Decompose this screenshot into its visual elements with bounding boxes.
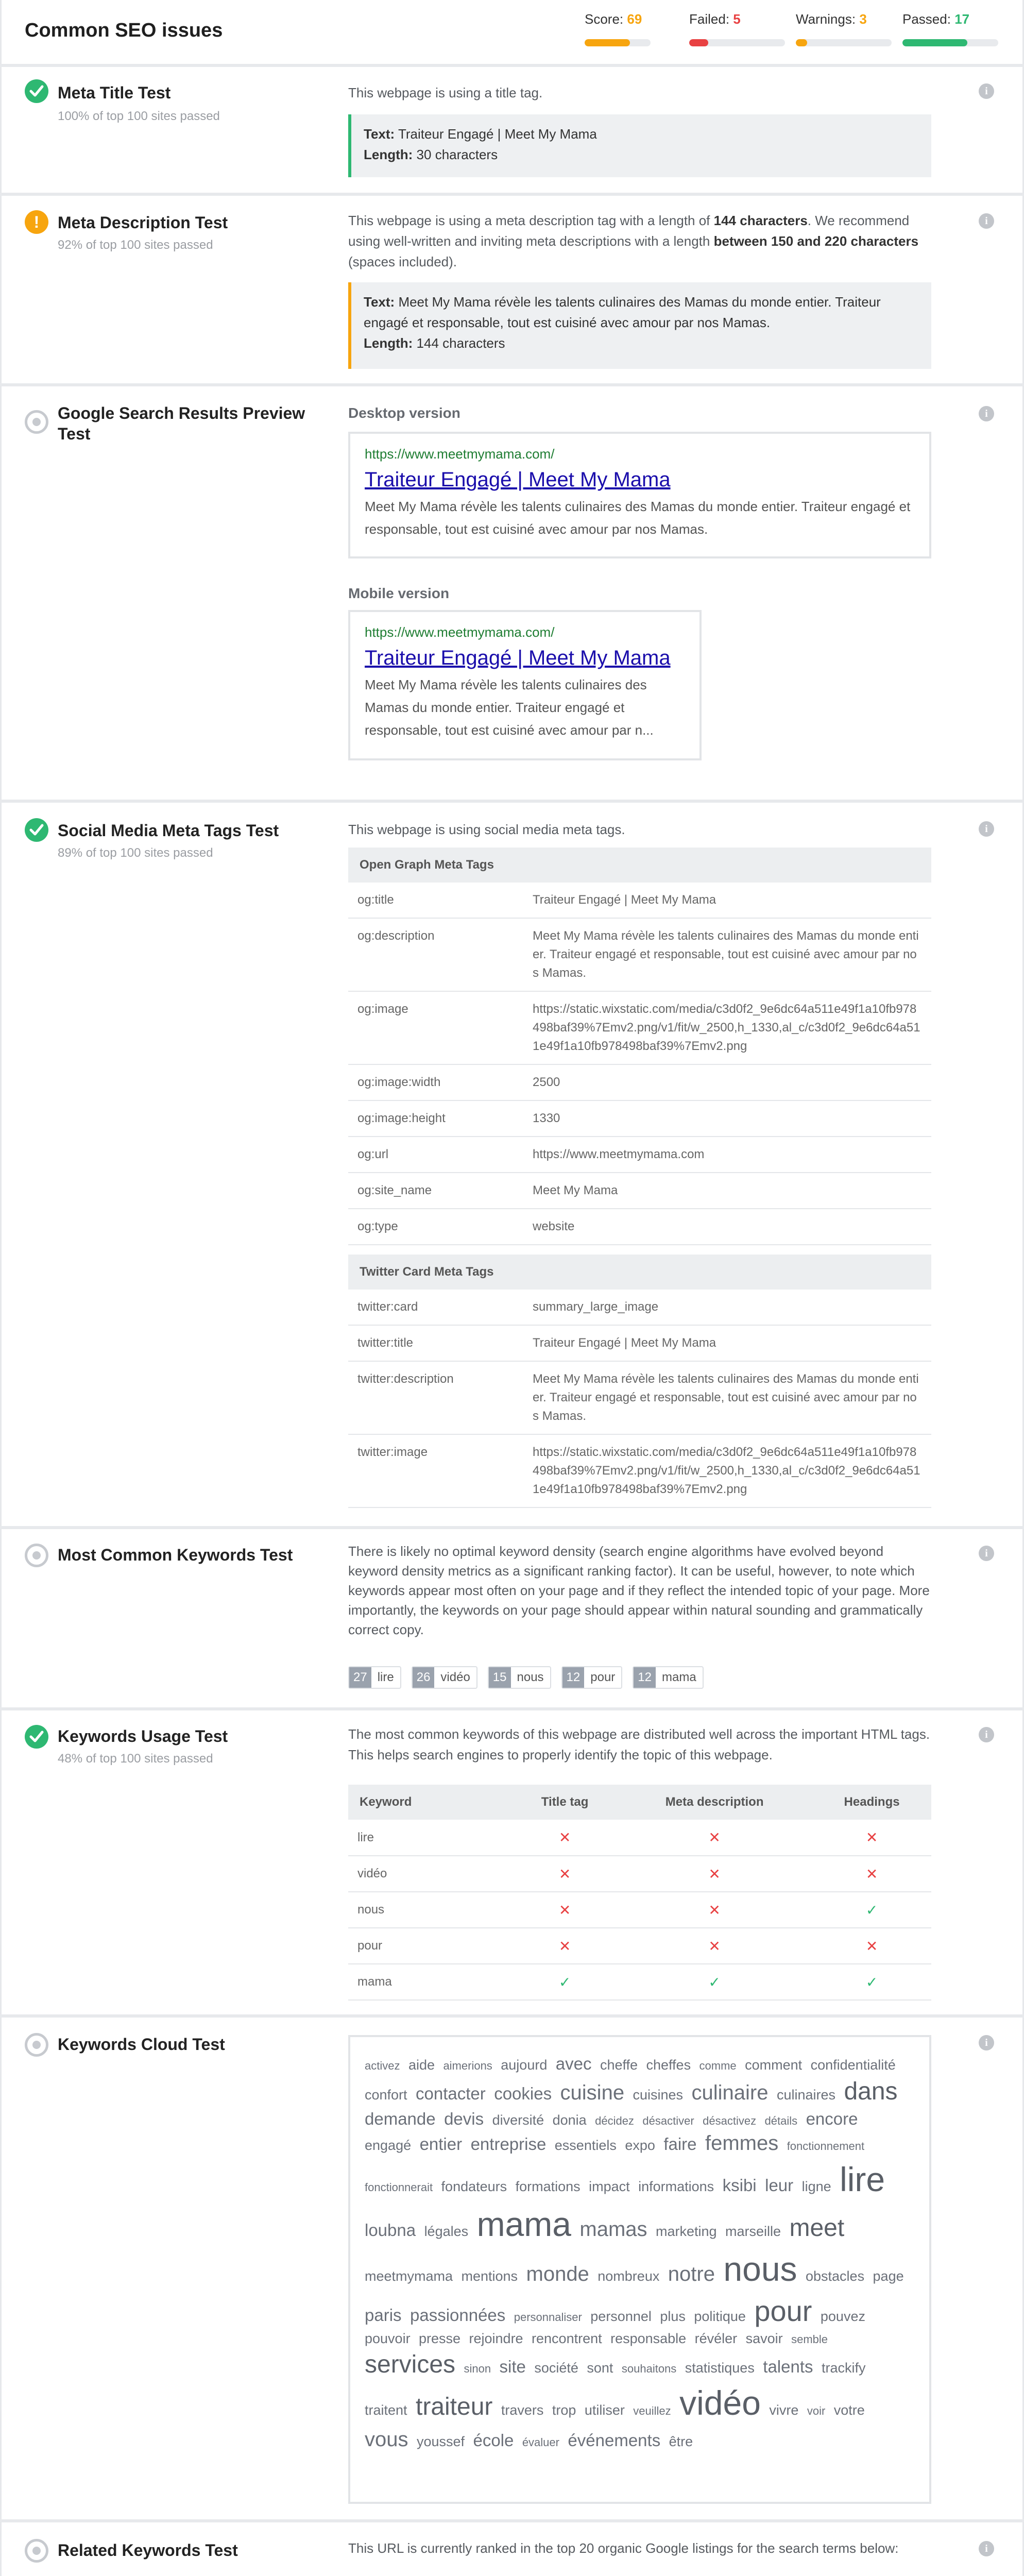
keyword-chip — [488, 1666, 551, 1689]
cloud-word: personnaliser — [514, 2310, 582, 2324]
keyword-count: 12 — [634, 1667, 656, 1688]
cloud-word: culinaire — [691, 2081, 769, 2104]
cloud-word: obstacles — [806, 2268, 865, 2284]
keywords-cloud-test-title: Keywords Cloud Test — [58, 2035, 225, 2054]
cloud-word: devis — [444, 2109, 484, 2128]
usage-cell — [812, 1964, 931, 2000]
column-header: Headings — [812, 1785, 931, 1820]
usage-cell — [513, 1892, 617, 1928]
cloud-word: formations — [515, 2179, 581, 2195]
cloud-word: activez — [365, 2059, 400, 2072]
usage-cell — [617, 1856, 812, 1892]
meta-title-length: 30 characters — [416, 147, 498, 162]
usage-cell — [513, 1928, 617, 1964]
meta-tag-row — [348, 1173, 931, 1209]
meta-tag-name: twitter:card — [348, 1290, 523, 1325]
keyword-cell: lire — [348, 1820, 513, 1856]
cloud-word: meetmymama — [365, 2268, 453, 2284]
neutral-circle-icon — [25, 2539, 48, 2563]
table-row — [348, 1892, 931, 1928]
cloud-word: engagé — [365, 2138, 412, 2154]
cloud-word: avec — [555, 2054, 592, 2073]
cloud-word: pouvoir — [365, 2331, 411, 2347]
cloud-word: vidéo — [679, 2384, 761, 2422]
failed-value: 5 — [733, 11, 741, 27]
cloud-word: services — [365, 2351, 456, 2379]
cloud-word: mamas — [579, 2218, 647, 2241]
meta-tag-row — [348, 991, 931, 1064]
cloud-word: ksibi — [722, 2176, 757, 2195]
column-header: Keyword — [348, 1785, 513, 1820]
meta-tag-row — [348, 1361, 931, 1434]
cloud-word: loubna — [365, 2221, 416, 2240]
cloud-word: passionnées — [409, 2305, 506, 2325]
table-row — [348, 1856, 931, 1892]
passed-bar — [902, 39, 998, 46]
cloud-word: expo — [625, 2138, 655, 2154]
keyword-count: 26 — [413, 1667, 435, 1688]
meta-title-callout: Text: Traiteur Engagé | Meet My Mama Length: 30 characters — [348, 114, 931, 177]
usage-cell — [812, 1820, 931, 1856]
cloud-word: sinon — [464, 2362, 491, 2376]
meta-tag-name: og:image — [348, 991, 523, 1064]
cloud-word: travers — [501, 2402, 544, 2418]
keyword-chip — [561, 1666, 623, 1689]
usage-cell — [617, 1964, 812, 2000]
meta-tag-row — [348, 1290, 931, 1325]
cloud-word: marketing — [656, 2224, 717, 2240]
keyword-chip — [633, 1666, 703, 1689]
cloud-word: révéler — [694, 2331, 738, 2347]
cloud-word: cheffe — [600, 2057, 638, 2073]
cloud-word: nous — [723, 2250, 797, 2289]
cloud-word: détails — [764, 2114, 798, 2127]
meta-tag-row — [348, 1434, 931, 1507]
meta-tag-value: website — [523, 1209, 931, 1245]
cloud-word: leur — [765, 2176, 794, 2195]
usage-cell — [513, 1820, 617, 1856]
serp-url: https://www.meetmymama.com/ — [365, 446, 555, 462]
meta-tag-name: og:description — [348, 918, 523, 991]
usage-cell — [617, 1820, 812, 1856]
cloud-word: encore — [806, 2109, 858, 2128]
meta-tag-row — [348, 1209, 931, 1245]
cloud-word: fondateurs — [441, 2179, 507, 2195]
serp-title-link[interactable]: Traiteur Engagé | Meet My Mama — [365, 468, 671, 491]
divider — [0, 1707, 1024, 1710]
keyword-cell: pour — [348, 1928, 513, 1964]
keyword-word: vidéo — [440, 1670, 470, 1684]
cloud-word: faire — [663, 2134, 697, 2154]
cloud-word: politique — [694, 2308, 746, 2324]
keyword-cell: vidéo — [348, 1856, 513, 1892]
cloud-word: responsable — [610, 2331, 687, 2347]
cloud-word: lire — [840, 2160, 885, 2199]
usage-cell — [617, 1892, 812, 1928]
cloud-word: fonctionnerait — [365, 2181, 433, 2194]
meta-tag-name: og:title — [348, 883, 523, 918]
meta-tag-value: 2500 — [523, 1064, 931, 1100]
cloud-word: trackify — [821, 2360, 866, 2376]
meta-tag-value: Meet My Mama révèle les talents culinaires des Mamas du monde entier. Traiteur engagé et responsable, tout est cuisiné avec amour par nos Mamas. — [523, 1361, 931, 1434]
info-icon[interactable]: i — [979, 83, 994, 99]
cloud-word: fonctionnement — [787, 2140, 865, 2153]
serp-description: Meet My Mama révèle les talents culinaires des Mamas du monde entier. Traiteur engagé et responsable, tout est cuisiné avec amour par nos Mamas. — [365, 499, 911, 537]
info-icon[interactable]: i — [979, 1546, 994, 1561]
social-meta-test-subtitle: 89% of top 100 sites passed — [58, 846, 213, 860]
keyword-word: lire — [377, 1670, 394, 1684]
cloud-word: informations — [638, 2179, 714, 2195]
check-circle-icon — [25, 1725, 48, 1749]
meta-tag-value: Meet My Mama — [523, 1173, 931, 1209]
related-keywords-test-title: Related Keywords Test — [58, 2541, 238, 2560]
cross-icon: ✕ — [558, 1938, 571, 1954]
open-graph-table — [348, 848, 931, 1245]
check-icon: ✓ — [708, 1974, 721, 1990]
meta-description-length: 144 characters — [416, 335, 505, 351]
meta-title-test-subtitle: 100% of top 100 sites passed — [58, 109, 220, 123]
passed-summary: Passed: 17 — [902, 11, 969, 27]
meta-tag-name: og:image:height — [348, 1100, 523, 1137]
meta-title-message: This webpage is using a title tag. — [348, 85, 543, 100]
cloud-word: trop — [552, 2402, 576, 2418]
check-icon: ✓ — [558, 1974, 571, 1990]
cloud-word: nombreux — [598, 2268, 660, 2284]
cloud-word: événements — [568, 2430, 661, 2450]
cloud-word: vous — [365, 2428, 408, 2451]
divider — [0, 800, 1024, 803]
score-bar — [585, 39, 651, 46]
meta-tag-value: Traiteur Engagé | Meet My Mama — [523, 1325, 931, 1361]
meta-tag-name: og:site_name — [348, 1173, 523, 1209]
cloud-word: cheffes — [646, 2057, 691, 2073]
keyword-word: nous — [517, 1670, 544, 1684]
warnings-summary: Warnings: 3 — [796, 11, 867, 27]
column-header: Meta description — [617, 1785, 812, 1820]
meta-description-test-title: Meta Description Test — [58, 213, 228, 232]
cloud-word: société — [534, 2360, 578, 2376]
meta-tag-row — [348, 883, 931, 918]
meta-description-callout: Text: Meet My Mama révèle les talents culinaires des Mamas du monde entier. Traiteur engagé et responsable, tout est cuisiné avec amour par nos Mamas. Length: 144 characters — [348, 282, 931, 369]
meta-tag-name: og:type — [348, 1209, 523, 1245]
check-circle-icon — [25, 79, 48, 103]
keyword-count: 27 — [349, 1667, 371, 1688]
usage-cell — [513, 1856, 617, 1892]
meta-tag-value: https://static.wixstatic.com/media/c3d0f2_9e6dc64a511e49f1a10fb978498baf39%7Emv2.png/v1/fit/w_2500,h_1330,al_c/c3d0f2_9e6dc64a511e49f1a10fb978498baf39%7Emv2.png — [523, 991, 931, 1064]
cross-icon: ✕ — [558, 1829, 571, 1845]
cloud-word: site — [499, 2357, 526, 2377]
cloud-word: culinaires — [776, 2087, 835, 2103]
info-icon[interactable]: i — [979, 2035, 994, 2050]
cloud-word: personnel — [590, 2308, 652, 2324]
social-meta-test-title: Social Media Meta Tags Test — [58, 821, 279, 840]
cloud-word: page — [873, 2268, 904, 2284]
cloud-word: confidentialité — [810, 2057, 896, 2073]
usage-cell — [513, 1964, 617, 2000]
info-icon[interactable]: i — [979, 406, 994, 421]
cloud-word: plus — [660, 2308, 686, 2324]
meta-tag-row — [348, 1100, 931, 1137]
cloud-word: utiliser — [584, 2402, 625, 2418]
meta-title-text: Traiteur Engagé | Meet My Mama — [398, 126, 597, 142]
neutral-circle-icon — [25, 410, 48, 434]
cloud-word: rencontrent — [532, 2331, 602, 2347]
meta-tag-value: https://static.wixstatic.com/media/c3d0f2_9e6dc64a511e49f1a10fb978498baf39%7Emv2.png/v1/fit/w_2500,h_1330,al_c/c3d0f2_9e6dc64a511e49f1a10fb978498baf39%7Emv2.png — [523, 1434, 931, 1507]
meta-tag-value: Traiteur Engagé | Meet My Mama — [523, 883, 931, 918]
cloud-word: contacter — [416, 2083, 486, 2103]
serp-description: Meet My Mama révèle les talents culinaires des Mamas du monde entier. Traiteur engagé et responsable, tout est cuisiné avec amour par n... — [365, 677, 654, 738]
cloud-word: dans — [844, 2077, 898, 2105]
cross-icon: ✕ — [865, 1938, 878, 1954]
cloud-word: essentiels — [554, 2138, 617, 2154]
divider — [0, 383, 1024, 386]
cross-icon: ✕ — [865, 1829, 878, 1845]
cloud-word: légales — [424, 2224, 469, 2240]
meta-title-test-title: Meta Title Test — [58, 83, 171, 102]
keyword-chips — [348, 1666, 704, 1689]
cloud-word: souhaitons — [621, 2362, 677, 2376]
keyword-count: 12 — [562, 1667, 585, 1688]
meta-tag-name: og:url — [348, 1137, 523, 1173]
keyword-chip — [348, 1666, 401, 1689]
usage-cell — [617, 1928, 812, 1964]
social-meta-message: This webpage is using social media meta tags. — [348, 822, 625, 837]
cloud-word: pour — [754, 2294, 812, 2327]
cross-icon: ✕ — [708, 1902, 721, 1918]
meta-tag-row — [348, 1137, 931, 1173]
table-row — [348, 1964, 931, 2000]
open-graph-header: Open Graph Meta Tags — [348, 848, 931, 883]
keywords-usage-message: The most common keywords of this webpage are distributed well across the important HTML tags. This helps search engines to properly identify the topic of this webpage. — [348, 1726, 930, 1762]
keyword-word: mama — [662, 1670, 696, 1684]
cloud-word: mama — [476, 2205, 571, 2244]
cloud-word: comment — [745, 2057, 803, 2073]
cloud-word: désactiver — [642, 2114, 694, 2127]
keyword-cell: nous — [348, 1892, 513, 1928]
divider — [0, 1526, 1024, 1529]
info-icon[interactable]: i — [979, 821, 994, 837]
passed-value: 17 — [954, 11, 970, 27]
meta-tag-value: Meet My Mama révèle les talents culinaires des Mamas du monde entier. Traiteur engagé et responsable, tout est cuisiné avec amour par nos Mamas. — [523, 918, 931, 991]
cloud-word: savoir — [745, 2331, 783, 2347]
divider — [0, 2014, 1024, 2018]
cross-icon: ✕ — [708, 1938, 721, 1954]
usage-cell — [812, 1892, 931, 1928]
cloud-word: décidez — [595, 2114, 634, 2127]
cloud-word: notre — [668, 2263, 715, 2286]
keywords-usage-test-title: Keywords Usage Test — [58, 1727, 228, 1745]
keyword-chip — [412, 1666, 477, 1689]
meta-tag-name: twitter:description — [348, 1361, 523, 1434]
google-preview-test-title: Google Search Results Preview Test — [58, 404, 305, 443]
cloud-word: traiteur — [416, 2393, 493, 2421]
failed-bar-fill — [689, 39, 708, 46]
mobile-version-label: Mobile version — [348, 585, 450, 601]
cloud-word: cuisines — [633, 2087, 684, 2103]
cloud-word: demande — [365, 2109, 436, 2128]
meta-tag-row — [348, 918, 931, 991]
desktop-serp-preview — [348, 432, 931, 558]
neutral-circle-icon — [25, 1544, 48, 1567]
score-bar-fill — [585, 39, 630, 46]
keyword-cloud — [348, 2035, 931, 2504]
divider — [0, 64, 1024, 67]
cloud-word: talents — [763, 2357, 813, 2377]
exclamation-circle-icon: ! — [25, 210, 48, 234]
cloud-word: vivre — [769, 2402, 799, 2418]
cloud-word: meet — [789, 2214, 845, 2242]
meta-description-text: Meet My Mama révèle les talents culinaires des Mamas du monde entier. Traiteur engagé et responsable, tout est cuisiné avec amour par nos Mamas. — [364, 294, 881, 330]
check-icon: ✓ — [865, 1902, 878, 1918]
cross-icon: ✕ — [558, 1866, 571, 1882]
table-row — [348, 1928, 931, 1964]
cloud-word: statistiques — [685, 2360, 755, 2376]
cloud-word: entier — [419, 2134, 463, 2154]
meta-tag-value: 1330 — [523, 1100, 931, 1137]
cloud-word: pouvez — [820, 2308, 865, 2324]
serp-url: https://www.meetmymama.com/ — [365, 624, 555, 640]
cloud-word: semble — [791, 2333, 828, 2346]
cloud-word: comme — [699, 2059, 737, 2072]
cloud-word: youssef — [416, 2433, 465, 2449]
page-title: Common SEO issues — [25, 20, 223, 41]
cloud-word: cookies — [494, 2083, 552, 2103]
cross-icon: ✕ — [558, 1902, 571, 1918]
cloud-word: marseille — [725, 2224, 781, 2240]
common-keywords-message: There is likely no optimal keyword density (search engine algorithms have evolved beyond keyword density metrics as a significant ranking factor). It can be useful, however, to note which keywords appear most often on your page and if they reflect the intended topic of your page. More importantly, the keywords on your page should appear within natural sounding and grammatically correct copy. — [348, 1544, 930, 1637]
cloud-word: aide — [408, 2057, 435, 2073]
meta-tag-name: twitter:title — [348, 1325, 523, 1361]
cloud-word: école — [473, 2430, 514, 2450]
score-value: 69 — [627, 11, 642, 27]
cross-icon: ✕ — [708, 1866, 721, 1882]
cloud-word: voir — [807, 2404, 826, 2418]
cloud-word: femmes — [705, 2132, 779, 2155]
meta-description-message: This webpage is using a meta description tag with a length of 144 characters. We recommend using well-written and inviting meta descriptions with a length between 150 and 220 characters (spaces included). — [348, 213, 919, 269]
warnings-value: 3 — [859, 11, 867, 27]
meta-description-test-subtitle: 92% of top 100 sites passed — [58, 238, 213, 252]
cloud-word: rejoindre — [469, 2331, 523, 2347]
cloud-word: évaluer — [522, 2435, 559, 2449]
related-keywords-message: This URL is currently ranked in the top 20 organic Google listings for the search terms below: — [348, 2540, 899, 2556]
cloud-word: ligne — [801, 2179, 831, 2195]
warnings-bar-fill — [796, 39, 807, 46]
keywords-usage-table — [348, 1785, 931, 2001]
cloud-word: presse — [419, 2331, 461, 2347]
twitter-card-table — [348, 1255, 931, 1508]
neutral-circle-icon — [25, 2033, 48, 2057]
info-icon[interactable]: i — [979, 213, 994, 229]
cross-icon: ✕ — [708, 1829, 721, 1845]
passed-bar-fill — [902, 39, 967, 46]
cloud-word: mentions — [461, 2268, 518, 2284]
meta-tag-row — [348, 1325, 931, 1361]
cloud-word: donia — [552, 2112, 587, 2128]
cloud-word: aimerions — [443, 2059, 492, 2072]
info-icon[interactable]: i — [979, 1727, 994, 1742]
usage-cell — [812, 1856, 931, 1892]
cloud-word: monde — [526, 2263, 589, 2286]
twitter-card-header: Twitter Card Meta Tags — [348, 1255, 931, 1290]
cross-icon: ✕ — [865, 1866, 878, 1882]
usage-cell — [812, 1928, 931, 1964]
mobile-serp-preview — [348, 610, 702, 760]
desktop-version-label: Desktop version — [348, 405, 460, 421]
common-keywords-test-title: Most Common Keywords Test — [58, 1546, 293, 1564]
cloud-word: cuisine — [560, 2081, 625, 2104]
meta-tag-value: https://www.meetmymama.com — [523, 1137, 931, 1173]
cloud-word: aujourd — [501, 2057, 548, 2073]
cloud-word: diversité — [492, 2112, 544, 2128]
divider — [0, 193, 1024, 196]
column-header: Title tag — [513, 1785, 617, 1820]
cloud-word: paris — [365, 2305, 402, 2325]
cloud-word: entreprise — [470, 2134, 547, 2154]
cloud-word: désactivez — [703, 2114, 757, 2127]
cloud-word: être — [669, 2433, 693, 2449]
keyword-word: pour — [590, 1670, 616, 1684]
divider — [0, 2519, 1024, 2522]
meta-tag-row — [348, 1064, 931, 1100]
meta-tag-name: twitter:image — [348, 1434, 523, 1507]
cloud-word: veuillez — [633, 2404, 671, 2418]
cloud-word: votre — [833, 2402, 865, 2418]
cloud-word: confort — [365, 2087, 407, 2103]
meta-tag-name: og:image:width — [348, 1064, 523, 1100]
cloud-word: sont — [587, 2360, 613, 2376]
serp-title-link[interactable]: Traiteur Engagé | Meet My Mama — [365, 647, 671, 669]
keyword-cell: mama — [348, 1964, 513, 2000]
warnings-bar — [796, 39, 892, 46]
cloud-word: traitent — [365, 2402, 407, 2418]
keywords-usage-test-subtitle: 48% of top 100 sites passed — [58, 1752, 213, 1766]
table-row — [348, 1820, 931, 1856]
failed-bar — [689, 39, 785, 46]
cloud-word: impact — [589, 2179, 630, 2195]
failed-summary: Failed: 5 — [689, 11, 741, 27]
meta-tag-value: summary_large_image — [523, 1290, 931, 1325]
info-icon[interactable]: i — [979, 2541, 994, 2556]
check-icon: ✓ — [865, 1974, 878, 1990]
check-circle-icon — [25, 818, 48, 842]
score-summary: Score: 69 — [585, 11, 642, 27]
keyword-count: 15 — [489, 1667, 511, 1688]
